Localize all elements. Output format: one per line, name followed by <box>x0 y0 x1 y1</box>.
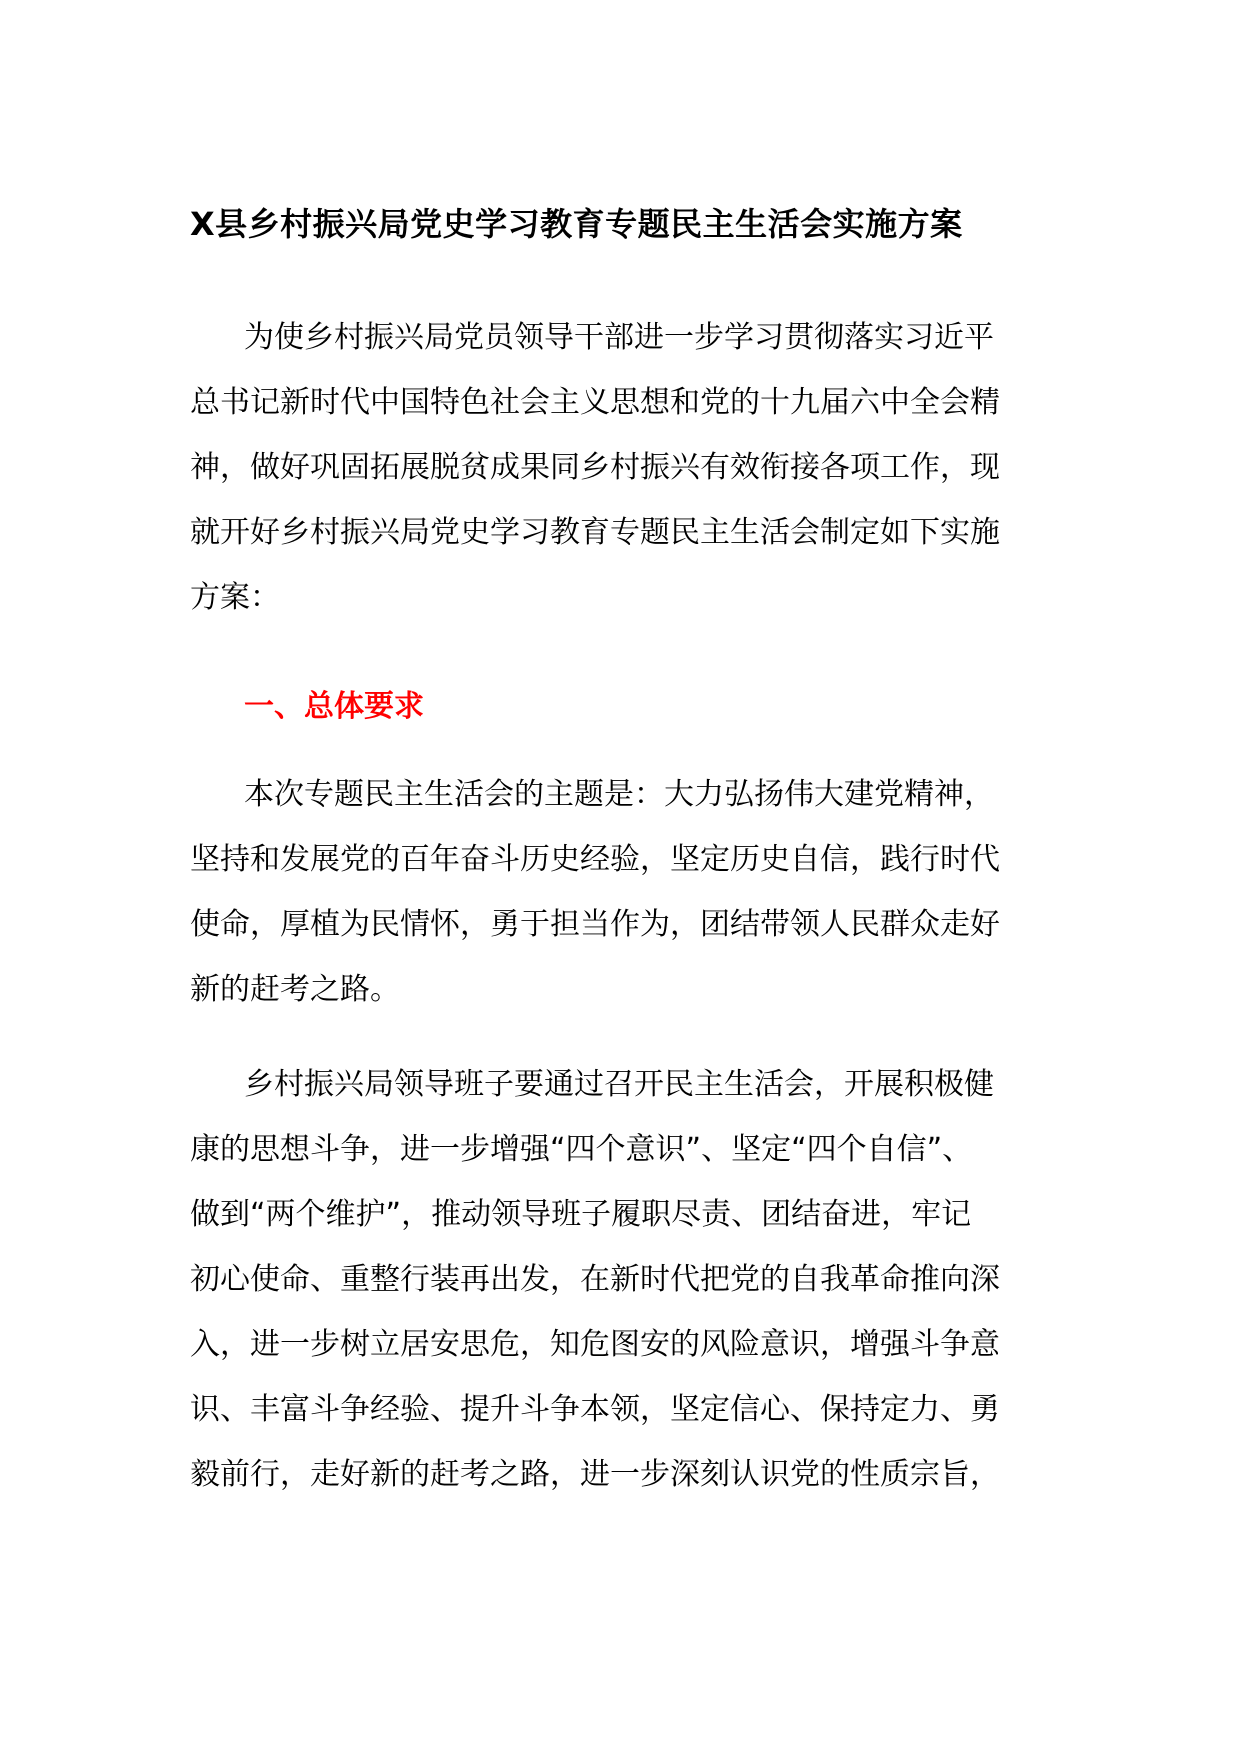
paragraph-line: 入，进一步树立居安思危，知危图安的风险意识，增强斗争意 <box>190 1327 1000 1362</box>
theme-paragraph <box>190 762 1058 1022</box>
paragraph-line: 就开好乡村振兴局党史学习教育专题民主生活会制定如下实施 <box>190 515 1000 550</box>
paragraph-line: 坚持和发展党的百年奋斗历史经验，坚定历史自信，践行时代 <box>190 842 1000 877</box>
paragraph-line: 神，做好巩固拓展脱贫成果同乡村振兴有效衔接各项工作，现 <box>190 450 1000 485</box>
objectives-paragraph <box>190 1052 1058 1507</box>
document-title: X县乡村振兴局党史学习教育专题民主生活会实施方案 <box>190 205 963 243</box>
paragraph-line: 总书记新时代中国特色社会主义思想和党的十九届六中全会精 <box>190 385 1000 420</box>
section-heading-general-requirements: 一、总体要求 <box>244 689 424 724</box>
paragraph-line: 为使乡村振兴局党员领导干部进一步学习贯彻落实习近平 <box>244 320 994 355</box>
paragraph-line: 新的赶考之路。 <box>190 972 400 1007</box>
paragraph-line: 识、丰富斗争经验、提升斗争本领，坚定信心、保持定力、勇 <box>190 1392 1000 1427</box>
paragraph-line: 乡村振兴局领导班子要通过召开民主生活会，开展积极健 <box>244 1067 994 1102</box>
paragraph-line: 初心使命、重整行装再出发，在新时代把党的自我革命推向深 <box>190 1262 1000 1297</box>
paragraph-line: 方案： <box>190 580 280 615</box>
paragraph-line: 使命，厚植为民情怀，勇于担当作为，团结带领人民群众走好 <box>190 907 1000 942</box>
paragraph-line: 毅前行，走好新的赶考之路，进一步深刻认识党的性质宗旨， <box>190 1457 1000 1492</box>
paragraph-line: 做到“两个维护”，推动领导班子履职尽责、团结奋进，牢记 <box>190 1197 972 1232</box>
intro-paragraph <box>190 305 1058 630</box>
paragraph-line: 康的思想斗争，进一步增强“四个意识”、坚定“四个自信”、 <box>190 1132 973 1167</box>
paragraph-line: 本次专题民主生活会的主题是：大力弘扬伟大建党精神， <box>244 777 994 812</box>
